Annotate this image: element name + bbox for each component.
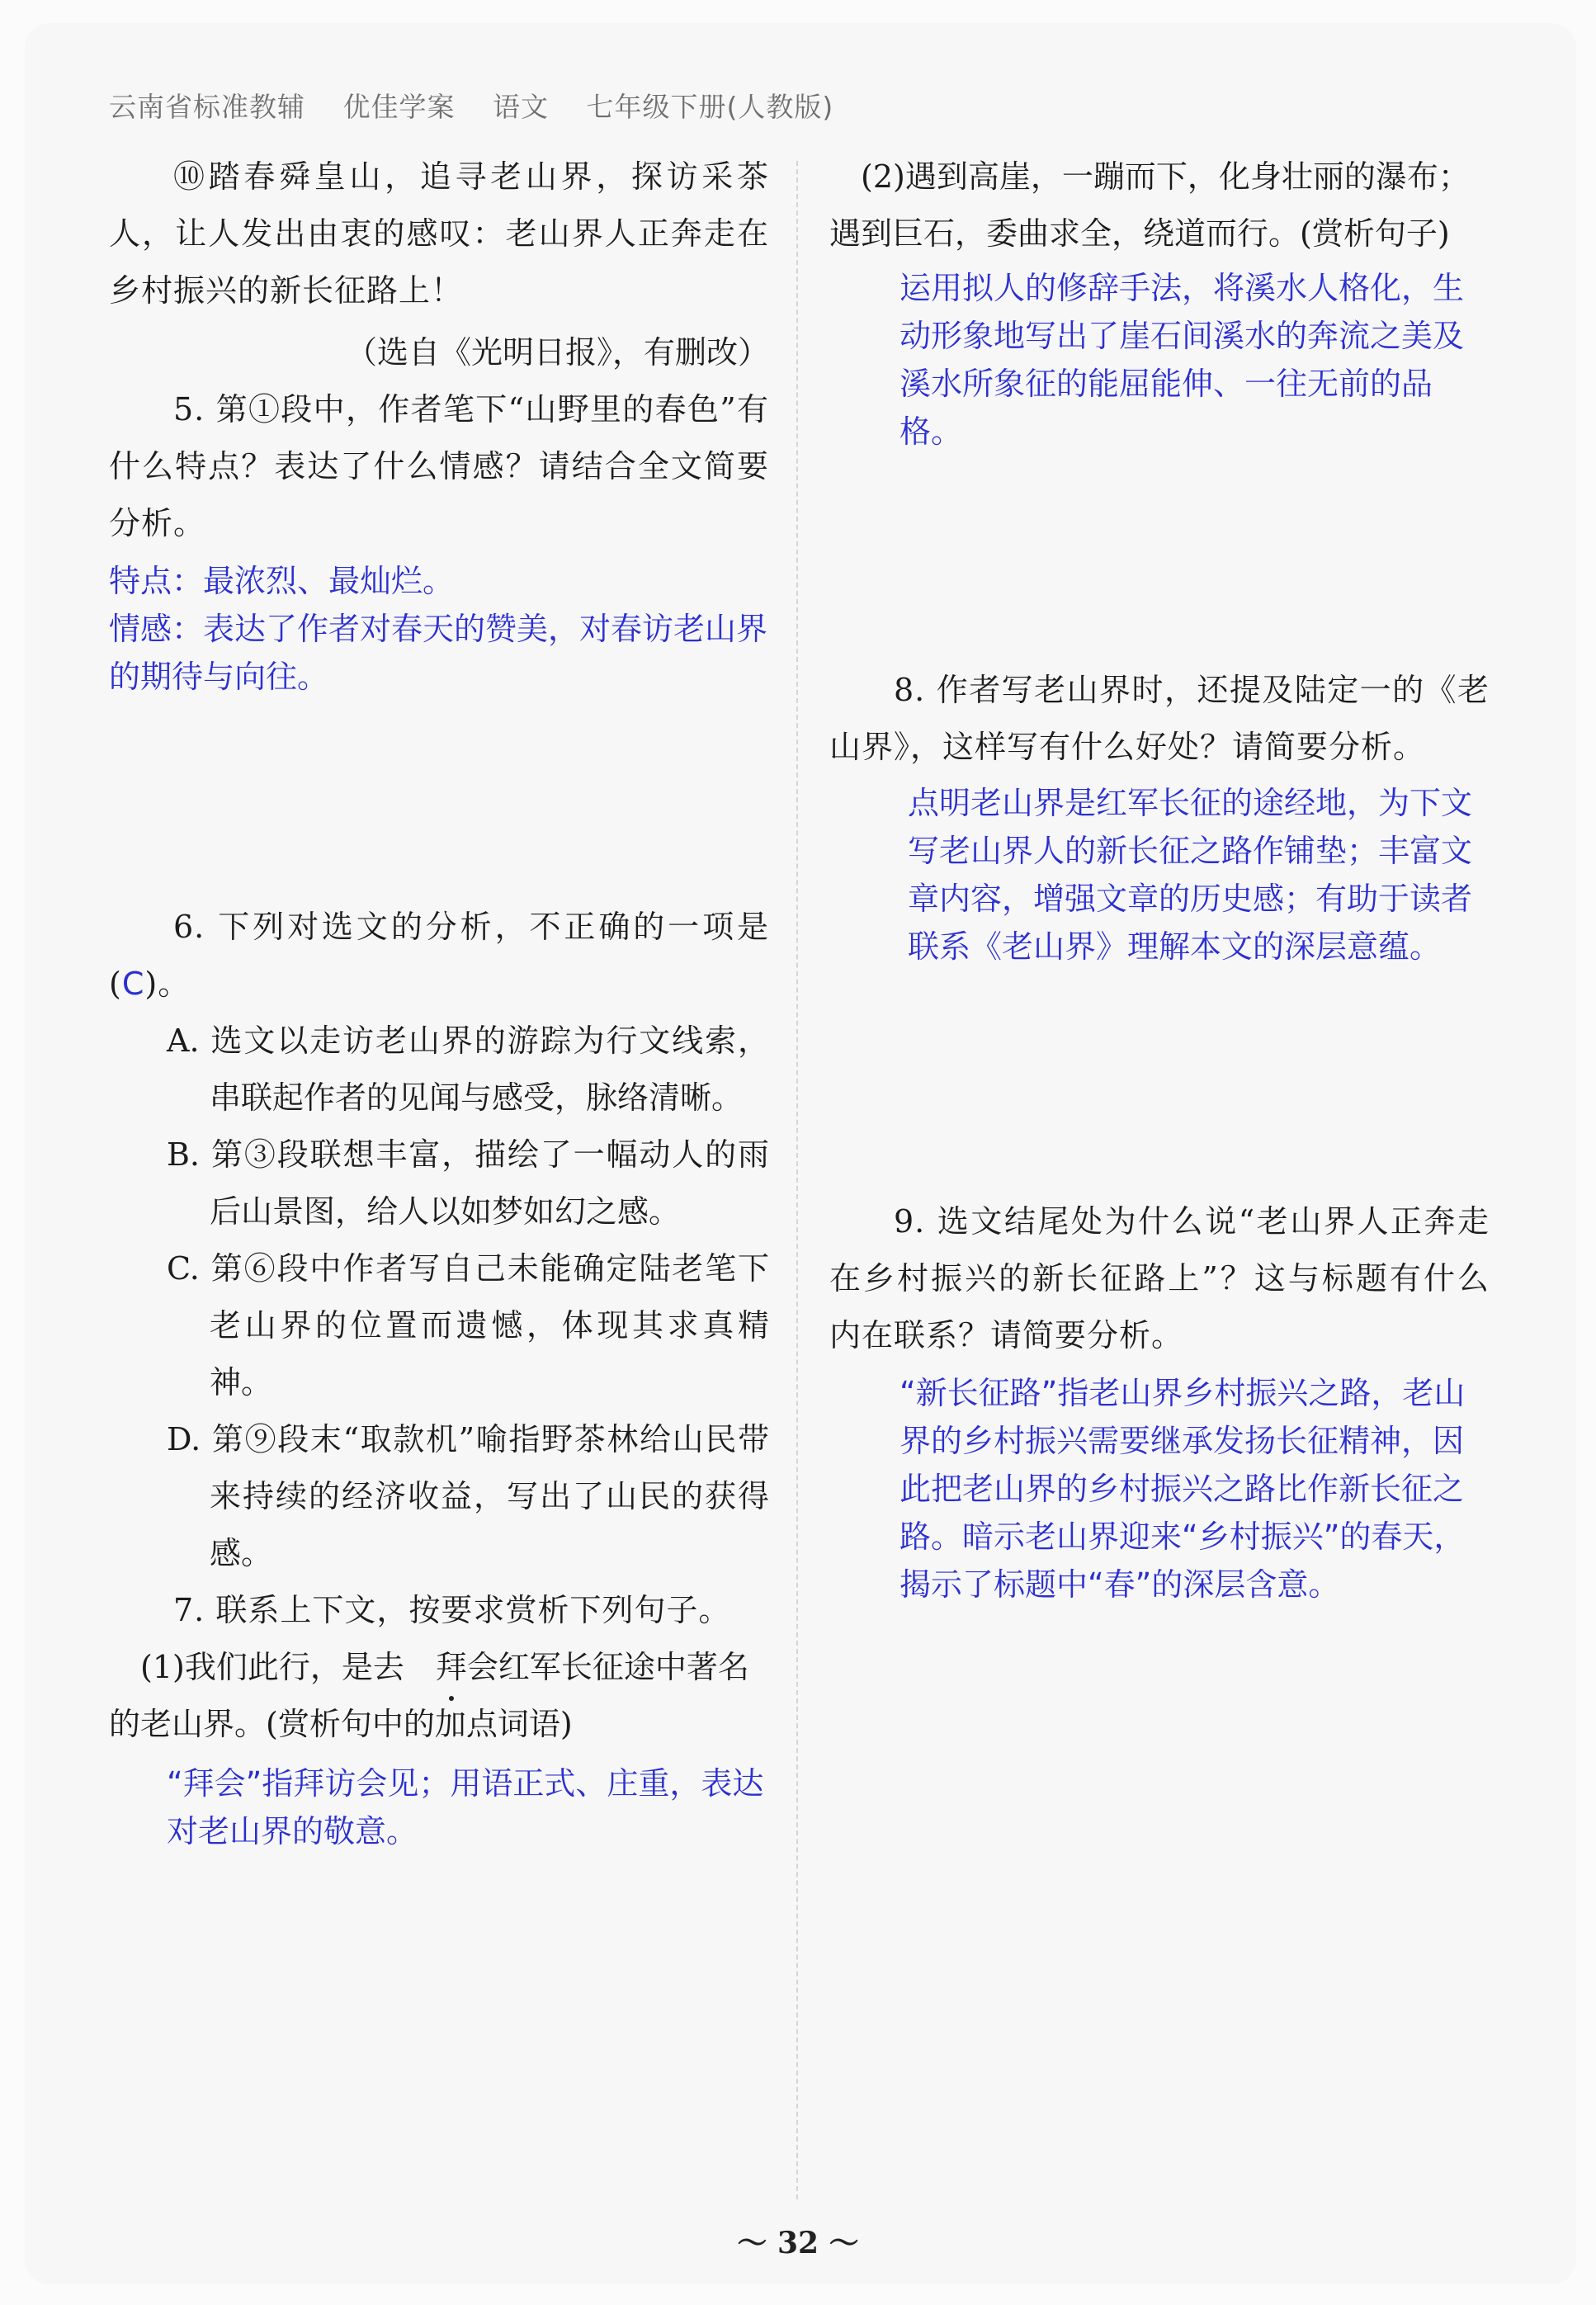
question-7-1	[109, 1639, 769, 1753]
question-7-2: (2)遇到高崖，一蹦而下，化身壮丽的瀑布；遇到巨石，委曲求全，绕道而行。(赏析句子)	[829, 158, 1470, 252]
answer-9: “新长征路”指老山界乡村振兴之路，老山界的乡村振兴需要继承发扬长征精神，因此把老山界的乡村振兴之路比作新长征之路。暗示老山界迎来“乡村振兴”的春天，揭示了标题中“春”的深层含意。	[900, 1375, 1466, 1603]
header-grade: 七年级下册(人教版)	[586, 91, 834, 123]
answer-5	[109, 557, 769, 701]
answer-8: 点明老山界是红军长征的途经地，为下文写老山界人的新长征之路作铺垫；丰富文章内容，增强文章的历史感；有助于读者联系《老山界》理解本文的深层意蕴。	[908, 785, 1473, 965]
question-8: 8. 作者写老山界时，还提及陆定一的《老山界》，这样写有什么好处？请简要分析。	[829, 672, 1490, 765]
question-6	[109, 899, 769, 1013]
left-column	[109, 149, 769, 1855]
question-9: 9. 选文结尾处为什么说“老山界人正奔走在乡村振兴的新长征路上”？这与标题有什么内在联系？请简要分析。	[829, 1203, 1490, 1353]
answer-7-1: “拜会”指拜访会见；用语正式、庄重，表达对老山界的敬意。	[167, 1765, 764, 1849]
page-number: ～ 32 ～	[737, 2226, 859, 2260]
question-7-1-post: 红军长征途中著名的老山界。(赏析句中的加点词语)	[109, 1649, 749, 1742]
question-5: 5. 第①段中，作者笔下“山野里的春色”有什么特点？表达了什么情感？请结合全文简要分析。	[109, 391, 769, 541]
header-book: 优佳学案	[342, 91, 456, 123]
option-a: A. 选文以走访老山界的游踪为行文线索，串联起作者的见闻与感受，脉络清晰。	[167, 1023, 769, 1116]
header-subject: 语文	[493, 91, 549, 123]
answer-7-2: 运用拟人的修辞手法，将溪水人格化，生动形象地写出了崖石间溪水的奔流之美及溪水所象征的能屈能伸、一往无前的品格。	[900, 270, 1465, 450]
header-series: 云南省标准教辅	[109, 91, 305, 123]
option-c: C. 第⑥段中作者写自己未能确定陆老笔下老山界的位置而遗憾，体现其求真精神。	[167, 1250, 769, 1400]
dotted-word: 拜会	[404, 1639, 498, 1696]
question-7-1-pre: (1)我们此行，是去	[140, 1649, 404, 1685]
option-b: B. 第③段联想丰富，描绘了一幅动人的雨后山景图，给人以如梦如幻之感。	[167, 1136, 769, 1230]
question-6-text: 6. 下列对选文的分析，不正确的一项是(	[109, 909, 769, 1002]
question-7: 7. 联系上下文，按要求赏析下列句子。	[173, 1592, 731, 1628]
question-6-answer: C	[121, 966, 145, 1002]
article-source: （选自《光明日报》，有删改）	[345, 334, 769, 371]
answer-5-emotion: 情感：表达了作者对春天的赞美，对春访老山界的期待与向往。	[109, 611, 768, 695]
answer-5-feature: 特点：最浓烈、最灿烂。	[109, 563, 455, 599]
page-header	[109, 86, 862, 125]
article-paragraph-10: ⑩踏春舜皇山，追寻老山界，探访采茶人，让人发出由衷的感叹：老山界人正奔走在乡村振兴的新长征路上！	[109, 158, 769, 309]
right-column	[829, 149, 1490, 1608]
option-d: D. 第⑨段末“取款机”喻指野茶林给山民带来持续的经济收益，写出了山民的获得感。	[167, 1421, 769, 1571]
column-divider	[796, 161, 798, 2199]
question-6-end: )。	[144, 966, 191, 1002]
